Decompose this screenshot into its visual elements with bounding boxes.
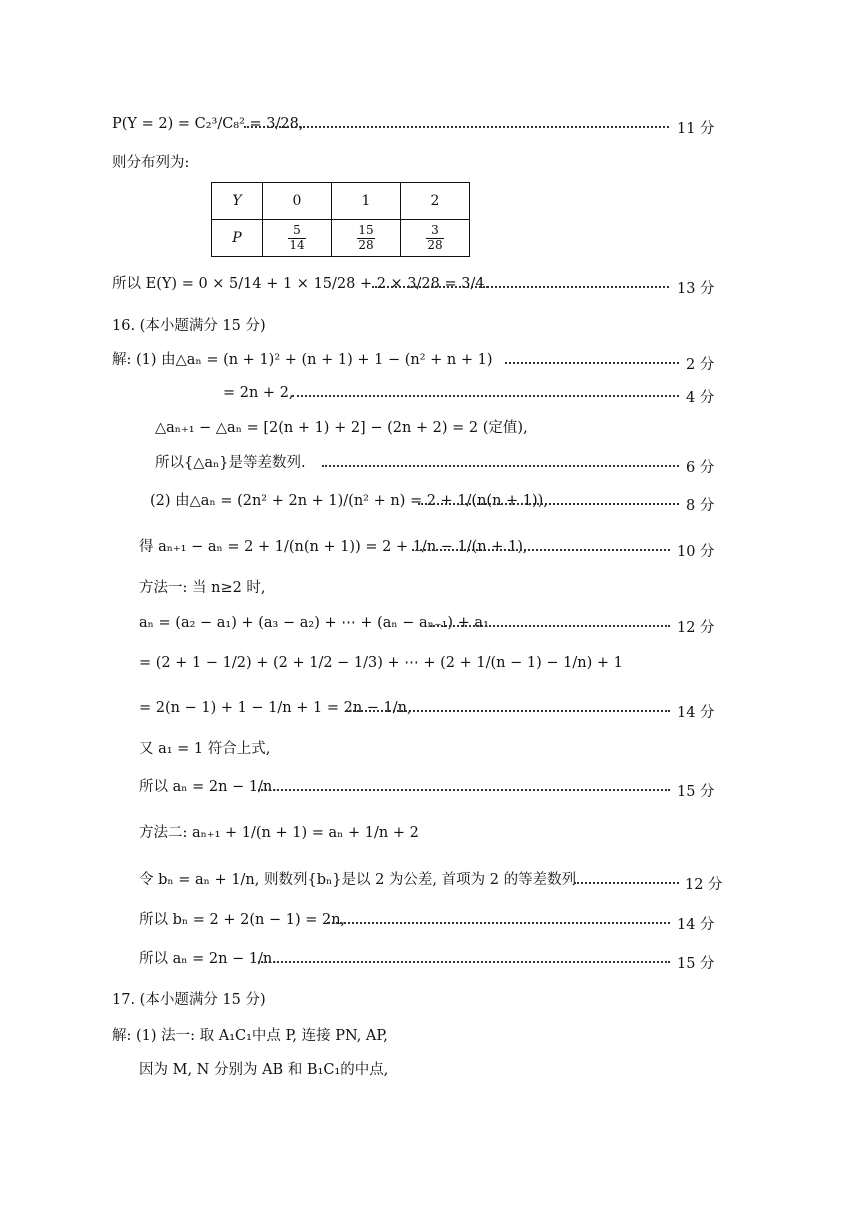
fraction: $\frac{3}{28}$	[427, 222, 443, 252]
line-16-14: 令 bₙ = aₙ + 1/n, 则数列{bₙ}是以 2 为公差, 首项为 2 的等差数列	[139, 872, 577, 888]
line-distribution-intro: 则分布列为:	[112, 155, 190, 171]
table-cell: 2	[401, 183, 470, 220]
score-label: 15 分	[677, 784, 715, 800]
score-label: 4 分	[686, 390, 715, 406]
question-17-heading: 17. (本小题满分 15 分)	[112, 992, 266, 1008]
score-label: 12 分	[685, 877, 723, 893]
score-label: 6 分	[686, 460, 715, 476]
table-cell	[263, 220, 332, 257]
dot-leader	[292, 395, 679, 397]
dot-leader	[430, 625, 670, 627]
line-16-12: 所以 aₙ = 2n − 1/n.	[139, 779, 277, 795]
line-16-7: 方法一: 当 n≥2 时,	[139, 580, 266, 596]
line-17-2: 因为 M, N 分别为 AB 和 B₁C₁的中点,	[139, 1062, 389, 1078]
line-16-15: 所以 bₙ = 2 + 2(n − 1) = 2n,	[139, 912, 346, 928]
fraction: $\frac{15}{28}$	[358, 222, 374, 252]
score-label: 14 分	[677, 917, 715, 933]
line-16-4: 所以{△aₙ}是等差数列.	[155, 455, 306, 471]
dot-leader	[505, 362, 679, 364]
dot-leader	[372, 286, 669, 288]
dot-leader	[258, 789, 670, 791]
line-16-5: (2) 由△aₙ = (2n² + 2n + 1)/(n² + n) = 2 + 1/(n(n + 1)),	[150, 493, 548, 509]
score-label: 2 分	[686, 357, 715, 373]
question-16-heading: 16. (本小题满分 15 分)	[112, 318, 266, 334]
score-label: 10 分	[677, 544, 715, 560]
line-16-1: 解: (1) 由△aₙ = (n + 1)² + (n + 1) + 1 − (n² + n + 1)	[112, 352, 493, 368]
table-cell: 0	[263, 183, 332, 220]
dot-leader	[574, 882, 679, 884]
dot-leader	[322, 465, 679, 467]
fraction: $\frac{5}{14}$	[289, 222, 305, 252]
score-label: 11 分	[677, 121, 715, 137]
distribution-table	[211, 182, 470, 257]
score-label: 14 分	[677, 705, 715, 721]
dot-leader	[258, 961, 670, 963]
table-cell: 1	[332, 183, 401, 220]
line-17-1: 解: (1) 法一: 取 A₁C₁中点 P, 连接 PN, AP,	[112, 1028, 388, 1044]
table-row	[212, 183, 470, 220]
score-label: 8 分	[686, 498, 715, 514]
table-cell	[401, 220, 470, 257]
dot-leader	[244, 126, 669, 128]
line-expectation: 所以 E(Y) = 0 × 5/14 + 1 × 15/28 + 2 × 3/28 = 3/4.	[112, 276, 490, 292]
dot-leader	[327, 922, 670, 924]
dot-leader	[418, 503, 679, 505]
line-16-2: = 2n + 2,	[223, 385, 294, 401]
table-cell: P	[212, 220, 263, 257]
table-cell	[332, 220, 401, 257]
line-16-9: = (2 + 1 − 1/2) + (2 + 1/2 − 1/3) + ⋯ + (2 + 1/(n − 1) − 1/n) + 1	[139, 655, 623, 671]
line-16-6: 得 aₙ₊₁ − aₙ = 2 + 1/(n(n + 1)) = 2 + 1/n − 1/(n + 1),	[139, 539, 528, 555]
dot-leader	[346, 710, 670, 712]
score-label: 12 分	[677, 620, 715, 636]
table-cell: Y	[212, 183, 263, 220]
line-16-10: = 2(n − 1) + 1 − 1/n + 1 = 2n − 1/n,	[139, 700, 412, 716]
score-label: 15 分	[677, 956, 715, 972]
line-16-8: aₙ = (a₂ − a₁) + (a₃ − a₂) + ⋯ + (aₙ − aₙ₋₁) + a₁	[139, 615, 489, 631]
line-16-16: 所以 aₙ = 2n − 1/n.	[139, 951, 277, 967]
table-row	[212, 220, 470, 257]
score-label: 13 分	[677, 281, 715, 297]
line-16-11: 又 a₁ = 1 符合上式,	[139, 741, 271, 757]
line-prob-y2: P(Y = 2) = C₂³/C₈² = 3/28,	[112, 116, 304, 132]
dot-leader	[412, 549, 670, 551]
line-16-13: 方法二: aₙ₊₁ + 1/(n + 1) = aₙ + 1/n + 2	[139, 825, 419, 841]
line-16-3: △aₙ₊₁ − △aₙ = [2(n + 1) + 2] − (2n + 2) = 2 (定值),	[155, 420, 528, 436]
